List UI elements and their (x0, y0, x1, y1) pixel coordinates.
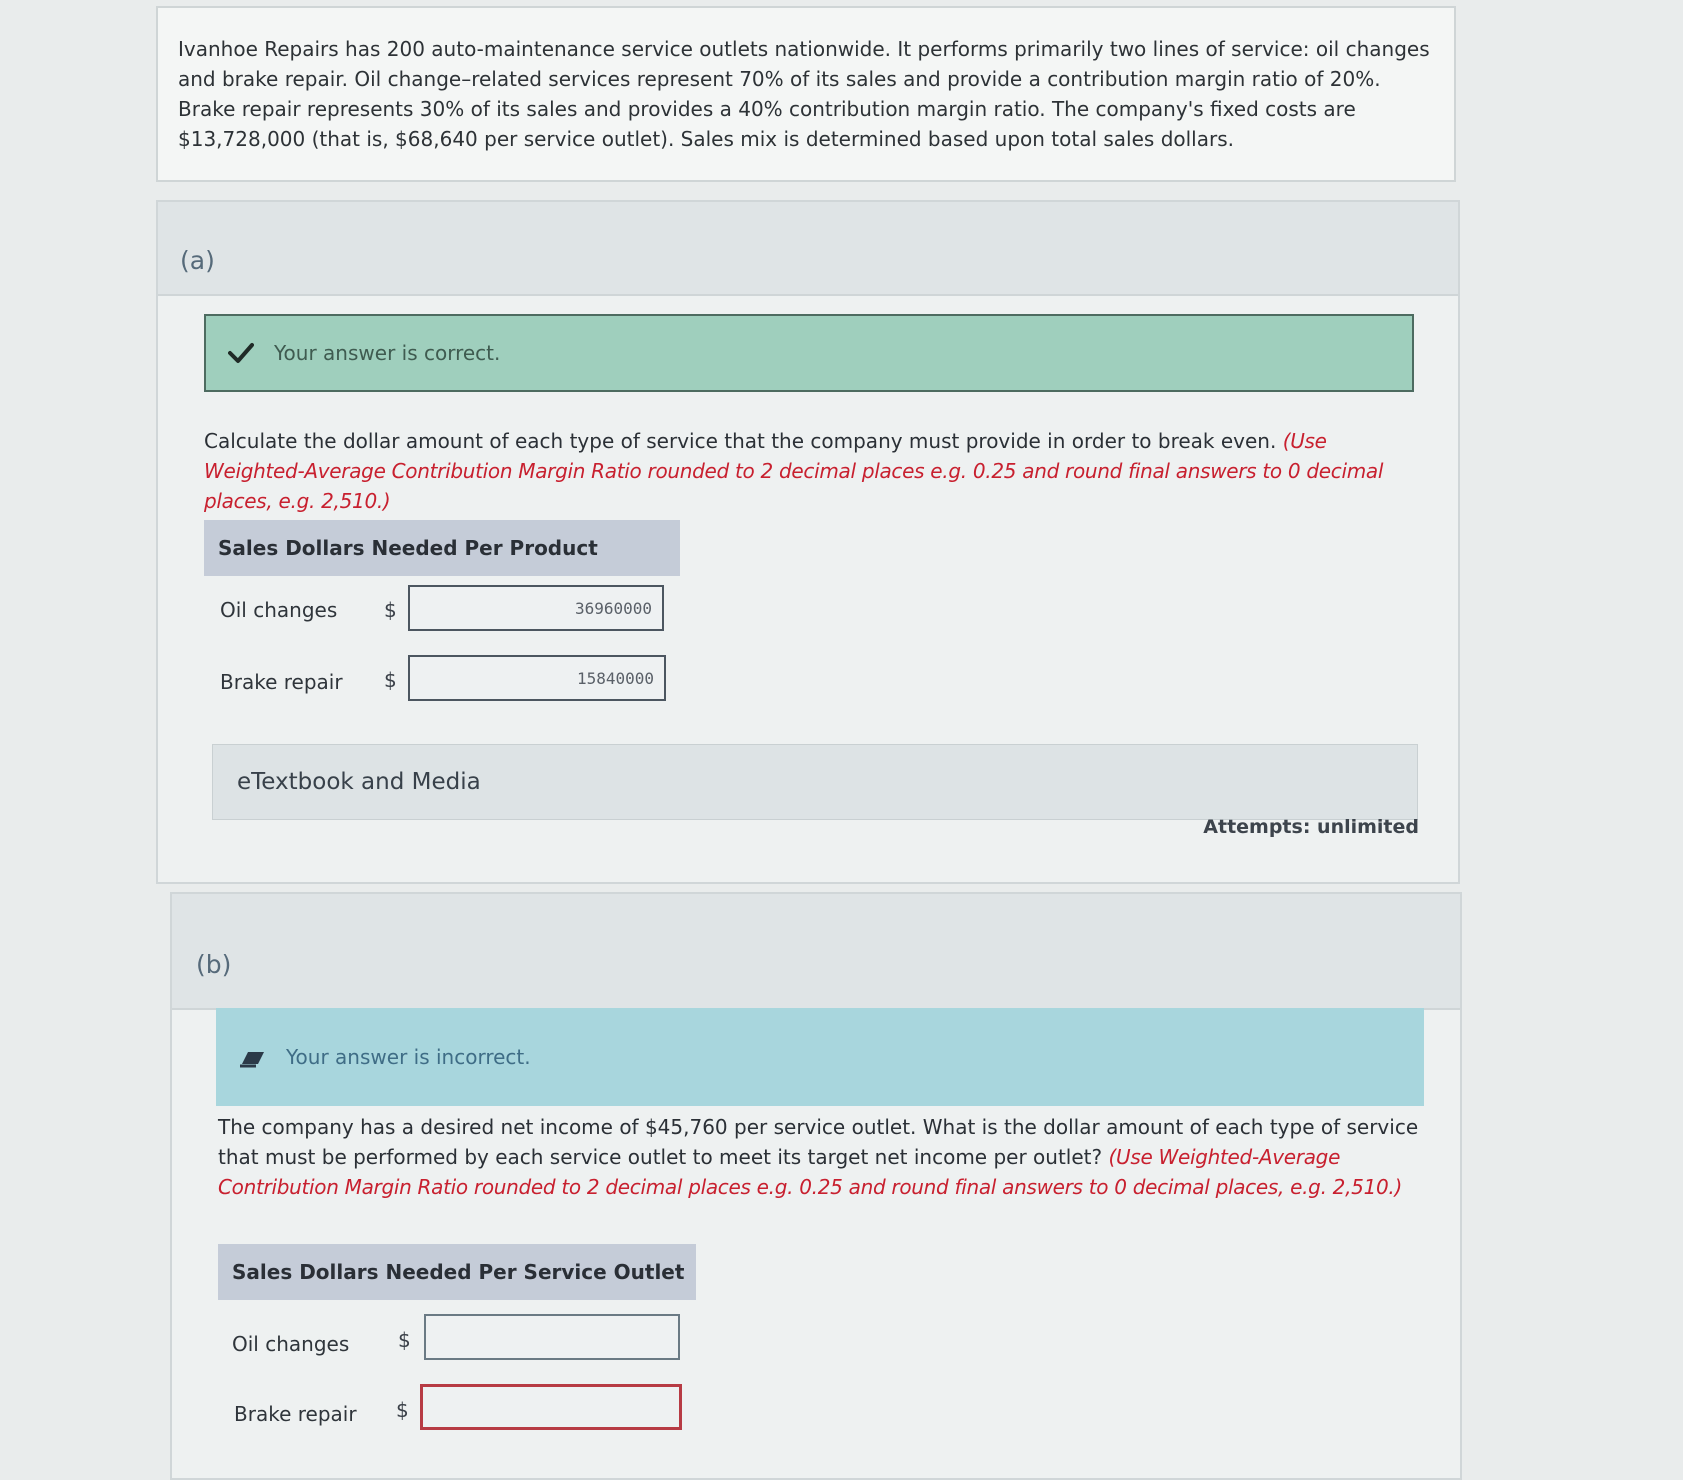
part-b-dollar-sign-oil: $ (398, 1328, 411, 1352)
part-a-hint: (Use Weighted-Average Contribution Margin Ratio rounded to 2 decimal places e.g. 0.25 and round final answers to 0 decimal places, e.g. 2,510.) (204, 429, 1384, 513)
part-b-brake-repair-input[interactable] (420, 1384, 682, 1430)
part-a-status-text: Your answer is correct. (274, 341, 501, 365)
part-a-row-label-brake: Brake repair (220, 670, 343, 694)
part-b-table-header: Sales Dollars Needed Per Service Outlet (218, 1244, 696, 1300)
part-b-status-text: Your answer is incorrect. (286, 1045, 531, 1069)
part-a-status-banner (204, 314, 1414, 392)
part-b-status-banner (216, 1008, 1424, 1106)
part-b-question-text: The company has a desired net income of $45,760 per service outlet. What is the dollar amount of each type of service that must be performed by each service outlet to meet its target net income per outlet? (218, 1115, 1419, 1169)
part-b-row-label-oil: Oil changes (232, 1332, 350, 1356)
part-b-question (218, 1112, 1424, 1202)
part-a-question-text: Calculate the dollar amount of each type of service that the company must provide in order to break even. (204, 429, 1277, 453)
part-a-oil-changes-input[interactable] (408, 585, 664, 631)
part-b-hint: (Use Weighted-Average Contribution Margin Ratio rounded to 2 decimal places e.g. 0.25 and round final answers to 0 decimal places, e.g. 2,510.) (218, 1145, 1402, 1199)
part-b-dollar-sign-brake: $ (396, 1398, 409, 1422)
checkmark-icon (228, 342, 254, 364)
etextbook-media-link[interactable]: eTextbook and Media (212, 744, 1418, 820)
problem-text: Ivanhoe Repairs has 200 auto-maintenance service outlets nationwide. It performs primarily two lines of service: oil changes and brake repair. Oil change–related services represent 70% of its sales and provide a contribution margin ratio of 20%. Brake repair represents 30% of its sales and provides a 40% contribution margin ratio. The company's fixed costs are $13,728,000 (that is, $68,640 per service outlet). Sales mix is determined based upon total sales dollars. (178, 37, 1430, 151)
part-b-row-label-brake: Brake repair (234, 1402, 357, 1426)
part-b-header (172, 894, 1460, 1010)
attempts-text: Attempts: unlimited (1203, 816, 1419, 838)
pencil-icon (238, 1046, 266, 1068)
part-a-question (204, 426, 1424, 516)
part-a-row-label-oil: Oil changes (220, 598, 338, 622)
part-b-label: (b) (196, 950, 232, 979)
part-a-label: (a) (180, 246, 215, 275)
problem-statement (156, 6, 1456, 182)
part-a-dollar-sign-brake: $ (384, 668, 397, 692)
part-a-table-header: Sales Dollars Needed Per Product (204, 520, 680, 576)
part-b-oil-changes-input[interactable] (424, 1314, 680, 1360)
part-a-header (158, 202, 1458, 296)
part-a-dollar-sign-oil: $ (384, 598, 397, 622)
part-a-brake-repair-input[interactable] (408, 655, 666, 701)
